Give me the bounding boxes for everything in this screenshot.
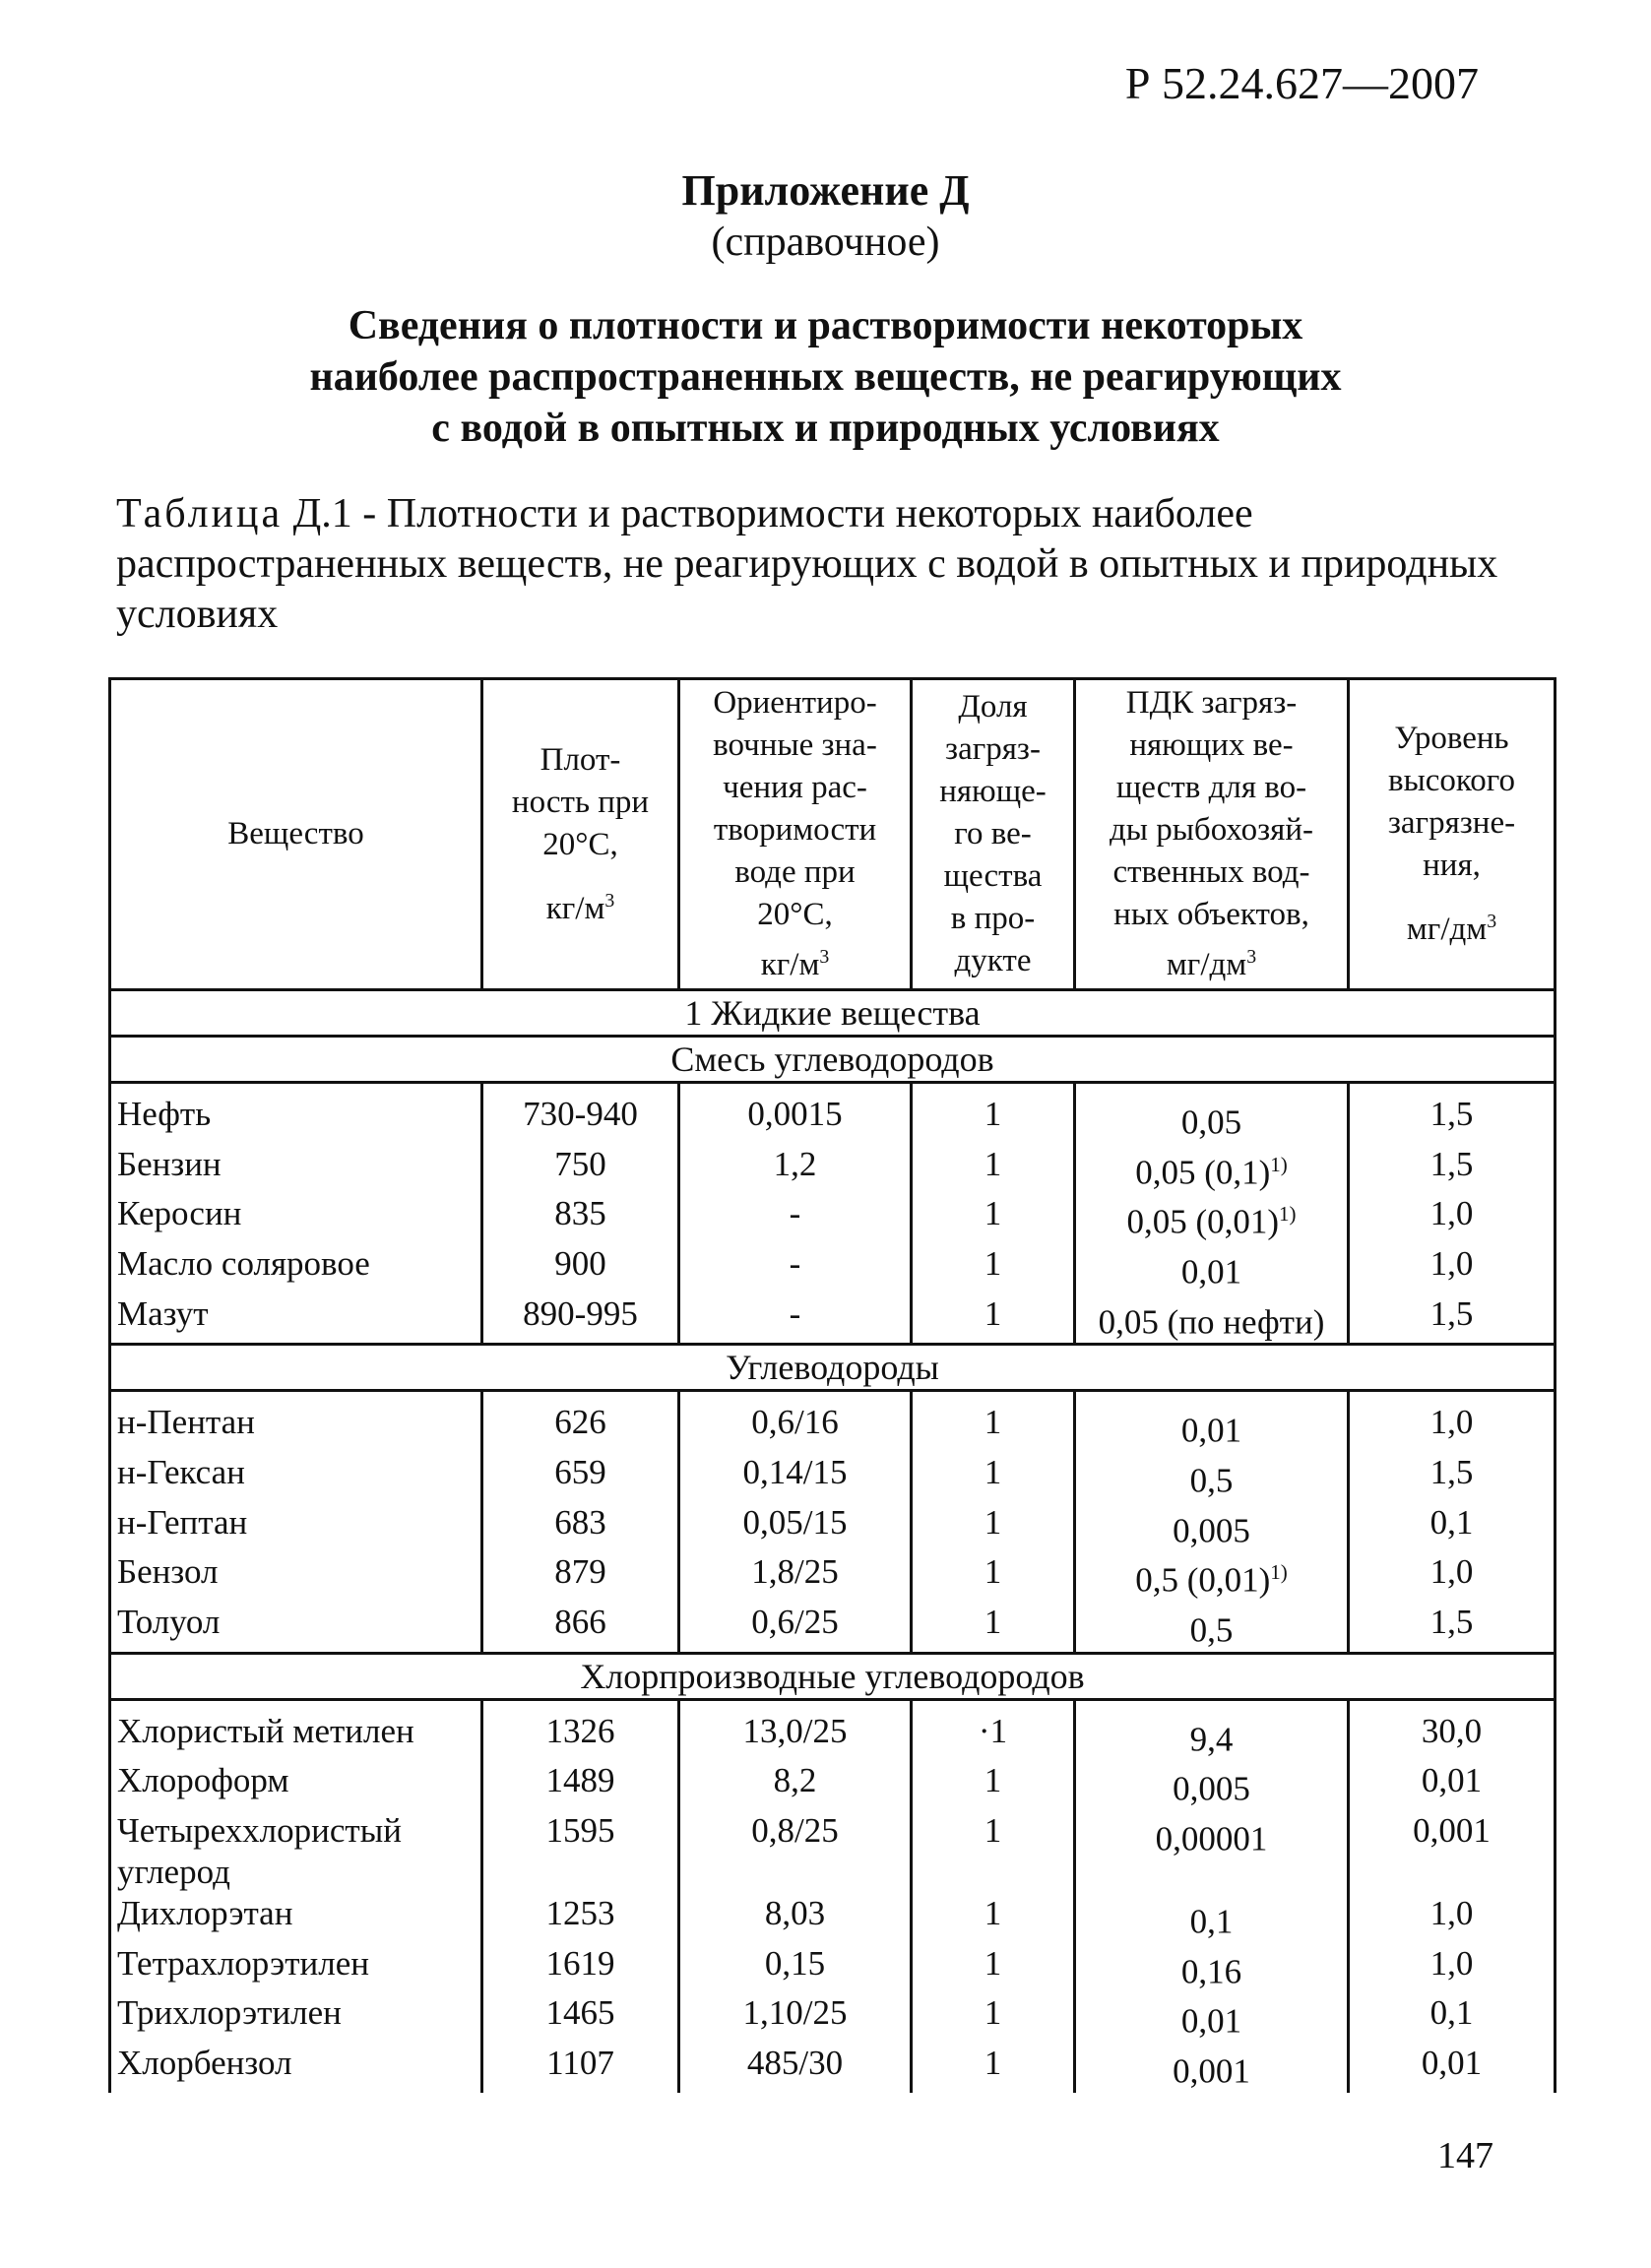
cell-fraction — [912, 1083, 1075, 1144]
cell-mpc — [1075, 1502, 1349, 1552]
cell-fraction-value: 1 — [984, 1502, 1002, 1542]
cell-solubility-value: - — [789, 1243, 801, 1283]
cell-solubility-value: 0,0015 — [747, 1095, 843, 1133]
cell-high-level — [1349, 1992, 1556, 2043]
header-density — [482, 679, 679, 990]
cell-density-value: 890-995 — [523, 1293, 638, 1333]
cell-fraction-value: 1 — [984, 1293, 1002, 1333]
cell-substance-value: н-Пентан — [117, 1403, 255, 1442]
cell-density-value: 1107 — [546, 2043, 614, 2082]
cell-high-level — [1349, 1893, 1556, 1943]
cell-fraction-value: 1 — [984, 1243, 1002, 1283]
cell-high-level-value: 0,1 — [1429, 1993, 1474, 2033]
header-fraction — [912, 679, 1075, 990]
cell-density — [482, 1502, 679, 1552]
table-body — [110, 1653, 1556, 1699]
cell-mpc — [1075, 1943, 1349, 1993]
cell-substance — [110, 1992, 482, 2043]
cell-substance — [110, 1551, 482, 1602]
cell-substance-value: н-Гексан — [117, 1452, 245, 1491]
cell-substance — [110, 1502, 482, 1552]
cell-solubility — [679, 1551, 912, 1602]
cell-solubility-value: 0,14/15 — [742, 1452, 848, 1491]
cell-density — [482, 1083, 679, 1144]
cell-density — [482, 1893, 679, 1943]
chloro-rows — [110, 1699, 1556, 2092]
section-title — [0, 300, 1651, 454]
appendix-subtitle: (справочное) — [711, 220, 940, 265]
cell-density-value: 659 — [554, 1452, 606, 1491]
cell-density-value: 730-940 — [523, 1095, 638, 1133]
cell-fraction — [912, 1992, 1075, 2043]
cell-substance — [110, 1760, 482, 1810]
cell-substance — [110, 1810, 482, 1893]
cell-fraction-value: 1 — [984, 1452, 1002, 1491]
cell-solubility — [679, 1144, 912, 1194]
group-mixtures: Смесь углеводородов — [110, 1037, 1556, 1083]
cell-solubility-value: 0,8/25 — [751, 1810, 839, 1850]
cell-solubility-value: 8,2 — [773, 1761, 817, 1800]
cell-substance-value: Керосин — [117, 1194, 242, 1233]
table-row — [110, 1810, 1556, 1893]
cell-high-level — [1349, 1502, 1556, 1552]
cell-substance-value: Четыреххлористый углерод — [117, 1810, 402, 1891]
header-mpc-unit — [1080, 936, 1343, 986]
header-fraction-text: Доля загряз- няюще- го ве- щества в про- дукте — [939, 689, 1047, 978]
cell-density — [482, 1193, 679, 1243]
footnote-marker: 1) — [1270, 1152, 1288, 1176]
header-mpc-text: ПДК загряз- няющих ве- ществ для во- ды рыбохозяй- ственных вод- ных объектов, — [1110, 685, 1313, 932]
cell-substance — [110, 1391, 482, 1452]
cell-density-value: 750 — [554, 1144, 606, 1183]
cell-substance — [110, 1699, 482, 1760]
cell-mpc-value: 0,5 (0,01) — [1135, 1560, 1271, 1600]
cell-mpc-value: 0,01 — [1180, 2001, 1242, 2041]
cell-solubility — [679, 1602, 912, 1653]
table-row — [110, 1602, 1556, 1653]
cell-substance-value: Трихлорэтилен — [117, 1993, 342, 2033]
high-level-unit-text: мг/дм — [1406, 912, 1488, 947]
cell-mpc-value: 0,5 — [1189, 1610, 1234, 1650]
cell-substance — [110, 1144, 482, 1194]
cell-density-value: 683 — [554, 1502, 606, 1542]
cell-high-level-value: 1,0 — [1429, 1243, 1474, 1283]
header-mpc — [1075, 679, 1349, 990]
cell-fraction — [912, 1943, 1075, 1993]
cell-high-level-value: 1,0 — [1429, 1552, 1474, 1592]
cell-mpc-value: 0,1 — [1189, 1902, 1234, 1941]
cell-density — [482, 1293, 679, 1345]
unit-power: 3 — [1487, 911, 1497, 932]
cell-fraction-value: 1 — [984, 1893, 1002, 1932]
cell-high-level-value: 0,1 — [1429, 1502, 1474, 1542]
cell-density — [482, 1452, 679, 1502]
cell-high-level — [1349, 1144, 1556, 1194]
table-row — [110, 1551, 1556, 1602]
cell-fraction-value: 1 — [984, 1403, 1002, 1442]
cell-substance — [110, 1193, 482, 1243]
hydrocarbons-rows — [110, 1391, 1556, 1653]
cell-mpc — [1075, 1893, 1349, 1943]
cell-mpc — [1075, 1193, 1349, 1243]
cell-mpc — [1075, 1293, 1349, 1345]
cell-mpc — [1075, 1551, 1349, 1602]
cell-density — [482, 1992, 679, 2043]
table-body — [110, 1345, 1556, 1391]
cell-mpc — [1075, 1452, 1349, 1502]
density-solubility-table — [108, 677, 1556, 2093]
cell-mpc-value: 0,05 — [1180, 1102, 1242, 1142]
cell-fraction-value: 1 — [984, 1943, 1002, 1983]
cell-fraction — [912, 1551, 1075, 1602]
cell-mpc-value: 0,01 — [1180, 1252, 1242, 1292]
cell-solubility-value: 485/30 — [746, 2043, 844, 2082]
cell-density — [482, 1243, 679, 1293]
cell-substance-value: н-Гептан — [117, 1502, 248, 1542]
cell-mpc — [1075, 1083, 1349, 1144]
cell-density-value: 1253 — [545, 1893, 615, 1932]
page-number: 147 — [1437, 2135, 1493, 2176]
cell-substance-value: Хлорбензол — [117, 2043, 292, 2082]
cell-substance-value: Бензин — [117, 1144, 222, 1183]
cell-mpc-value: 0,5 — [1189, 1461, 1234, 1500]
cell-substance-value: Масло соляровое — [117, 1243, 370, 1283]
cell-solubility — [679, 1502, 912, 1552]
cell-density — [482, 1144, 679, 1194]
cell-high-level — [1349, 1193, 1556, 1243]
cell-high-level — [1349, 1602, 1556, 1653]
table-row — [110, 1083, 1556, 1144]
cell-fraction — [912, 2043, 1075, 2093]
cell-solubility-value: 0,6/25 — [751, 1602, 839, 1641]
group-row — [110, 1037, 1556, 1083]
cell-fraction-value: 1 — [984, 1552, 1002, 1592]
cell-density — [482, 1943, 679, 1993]
cell-substance — [110, 1293, 482, 1345]
appendix-title: Приложение Д — [681, 166, 970, 215]
table-caption-label: Таблица — [116, 491, 284, 536]
cell-high-level-value: 1,5 — [1429, 1293, 1474, 1333]
cell-density-value: 1465 — [545, 1993, 615, 2033]
group-row — [110, 1345, 1556, 1391]
cell-mpc-value: 0,16 — [1180, 1952, 1242, 1991]
cell-solubility — [679, 1943, 912, 1993]
cell-fraction — [912, 1293, 1075, 1345]
footnote-marker: 1) — [1270, 1560, 1288, 1585]
cell-density-value: 626 — [554, 1403, 606, 1442]
table-row — [110, 1193, 1556, 1243]
section-liquids: 1 Жидкие вещества — [110, 990, 1556, 1037]
cell-high-level — [1349, 1760, 1556, 1810]
cell-high-level — [1349, 1083, 1556, 1144]
header-high-level-text: Уровень высокого загрязне- ния, — [1387, 721, 1516, 883]
section-row — [110, 990, 1556, 1037]
cell-high-level — [1349, 1699, 1556, 1760]
cell-solubility-value: 0,15 — [764, 1943, 826, 1983]
cell-substance-value: Мазут — [117, 1293, 209, 1333]
cell-mpc-value: 0,05 (по нефти) — [1098, 1302, 1325, 1342]
group-row — [110, 1653, 1556, 1699]
group-chloro: Хлорпроизводные углеводородов — [110, 1653, 1556, 1699]
cell-mpc-value: 0,005 — [1173, 1769, 1250, 1808]
cell-fraction-value: ·1 — [978, 1711, 1008, 1750]
cell-solubility-value: 1,10/25 — [742, 1993, 848, 2033]
cell-solubility-value: - — [789, 1194, 801, 1233]
cell-fraction — [912, 1893, 1075, 1943]
cell-fraction-value: 1 — [984, 1144, 1002, 1183]
table-row — [110, 1943, 1556, 1993]
header-solubility — [679, 679, 912, 990]
cell-solubility-value: 13,0/25 — [742, 1711, 848, 1750]
cell-mpc-value: 0,001 — [1173, 2051, 1250, 2091]
mpc-unit-text: мг/дм — [1166, 947, 1247, 982]
table-body — [110, 990, 1556, 1083]
cell-solubility — [679, 1083, 912, 1144]
cell-solubility — [679, 1992, 912, 2043]
unit-power: 3 — [819, 946, 830, 968]
cell-density — [482, 1391, 679, 1452]
cell-mpc-value: 9,4 — [1189, 1720, 1234, 1759]
header-high-level — [1349, 679, 1556, 990]
unit-power: 3 — [604, 889, 615, 912]
cell-fraction-value: 1 — [984, 1602, 1002, 1641]
table-row — [110, 1760, 1556, 1810]
cell-solubility — [679, 1699, 912, 1760]
document-code: Р 52.24.627—2007 — [1124, 58, 1479, 108]
cell-mpc — [1075, 2043, 1349, 2093]
cell-mpc — [1075, 1144, 1349, 1194]
header-substance-text: Вещество — [227, 816, 364, 851]
cell-mpc-value: 0,05 (0,01) — [1126, 1202, 1280, 1241]
density-unit-text: кг/м — [545, 890, 605, 926]
table-caption-text: Д.1 - Плотности и растворимости некоторых наиболее распространенных веществ, не реагирующих с водой в опытных и природных условиях — [116, 491, 1498, 637]
cell-substance — [110, 1602, 482, 1653]
cell-solubility-value: 8,03 — [764, 1893, 826, 1932]
cell-fraction — [912, 1452, 1075, 1502]
cell-substance-value: Хлористый метилен — [117, 1711, 414, 1750]
cell-fraction — [912, 1243, 1075, 1293]
cell-solubility — [679, 1391, 912, 1452]
cell-high-level-value: 1,0 — [1429, 1194, 1474, 1233]
cell-solubility-value: - — [789, 1293, 801, 1333]
cell-high-level-value: 1,5 — [1429, 1144, 1474, 1183]
cell-solubility-value: 0,05/15 — [742, 1502, 848, 1542]
cell-fraction-value: 1 — [984, 1810, 1002, 1850]
cell-high-level-value: 1,5 — [1429, 1095, 1474, 1133]
cell-fraction-value: 1 — [984, 2043, 1002, 2082]
footnote-marker: 1) — [1279, 1202, 1297, 1227]
cell-mpc — [1075, 1243, 1349, 1293]
table-row — [110, 1699, 1556, 1760]
cell-mpc — [1075, 1391, 1349, 1452]
cell-fraction — [912, 1699, 1075, 1760]
cell-substance — [110, 1893, 482, 1943]
cell-density — [482, 1699, 679, 1760]
cell-high-level — [1349, 2043, 1556, 2093]
cell-density-value: 866 — [554, 1602, 606, 1641]
mixtures-rows — [110, 1083, 1556, 1345]
cell-high-level-value: 1,5 — [1429, 1602, 1474, 1641]
cell-solubility-value: 1,2 — [773, 1144, 817, 1183]
cell-mpc — [1075, 1992, 1349, 2043]
cell-fraction-value: 1 — [984, 1993, 1002, 2033]
header-substance — [110, 679, 482, 990]
table-caption — [116, 489, 1534, 640]
cell-high-level-value: 1,5 — [1429, 1452, 1474, 1491]
cell-solubility — [679, 2043, 912, 2093]
cell-fraction-value: 1 — [984, 1194, 1002, 1233]
cell-high-level-value: 1,0 — [1429, 1943, 1474, 1983]
cell-density — [482, 2043, 679, 2093]
cell-high-level-value: 1,0 — [1429, 1403, 1474, 1442]
table-header-row — [110, 679, 1556, 990]
cell-high-level — [1349, 1452, 1556, 1502]
cell-density-value: 879 — [554, 1552, 606, 1592]
table-row — [110, 1144, 1556, 1194]
cell-density — [482, 1602, 679, 1653]
cell-mpc — [1075, 1602, 1349, 1653]
cell-density-value: 1595 — [545, 1810, 615, 1850]
cell-solubility — [679, 1193, 912, 1243]
table-row — [110, 1992, 1556, 2043]
cell-high-level — [1349, 1943, 1556, 1993]
cell-mpc — [1075, 1699, 1349, 1760]
table-row — [110, 1293, 1556, 1345]
cell-high-level-value: 0,001 — [1413, 1810, 1491, 1850]
solubility-unit-text: кг/м — [760, 947, 820, 982]
cell-substance-value: Тетрахлорэтилен — [117, 1943, 369, 1983]
cell-solubility — [679, 1452, 912, 1502]
cell-solubility — [679, 1760, 912, 1810]
cell-high-level-value: 1,0 — [1429, 1893, 1474, 1932]
header-high-level-unit — [1354, 901, 1550, 951]
cell-high-level — [1349, 1551, 1556, 1602]
cell-substance-value: Дихлорэтан — [117, 1893, 293, 1932]
section-title-line: Сведения о плотности и растворимости некоторых — [348, 303, 1303, 348]
header-density-unit — [487, 880, 673, 930]
cell-solubility — [679, 1893, 912, 1943]
cell-high-level-value: 0,01 — [1421, 2043, 1483, 2082]
cell-density — [482, 1551, 679, 1602]
cell-mpc — [1075, 1810, 1349, 1893]
cell-density-value: 1619 — [545, 1943, 615, 1983]
cell-high-level — [1349, 1810, 1556, 1893]
cell-density-value: 1326 — [545, 1711, 615, 1750]
cell-density — [482, 1760, 679, 1810]
cell-solubility — [679, 1293, 912, 1345]
unit-power: 3 — [1246, 946, 1257, 968]
cell-fraction-value: 1 — [984, 1761, 1002, 1800]
cell-high-level-value: 0,01 — [1421, 1761, 1483, 1800]
cell-substance — [110, 1083, 482, 1144]
cell-solubility-value: 1,8/25 — [751, 1552, 839, 1592]
cell-solubility — [679, 1810, 912, 1893]
cell-substance-value: Толуол — [117, 1602, 221, 1641]
section-title-line: с водой в опытных и природных условиях — [431, 406, 1220, 451]
cell-high-level — [1349, 1293, 1556, 1345]
cell-density — [482, 1810, 679, 1893]
cell-substance — [110, 1943, 482, 1993]
header-solubility-unit — [684, 936, 906, 986]
table-row — [110, 1502, 1556, 1552]
table-row — [110, 2043, 1556, 2093]
cell-substance-value: Хлороформ — [117, 1761, 289, 1800]
cell-density-value: 900 — [554, 1243, 606, 1283]
cell-substance — [110, 1452, 482, 1502]
cell-fraction — [912, 1602, 1075, 1653]
cell-solubility-value: 0,6/16 — [751, 1403, 839, 1442]
cell-substance-value: Бензол — [117, 1552, 219, 1592]
header-density-text: Плот- ность при 20°С, — [511, 741, 650, 862]
cell-mpc-value: 0,05 (0,1) — [1135, 1153, 1271, 1192]
cell-fraction — [912, 1760, 1075, 1810]
cell-high-level — [1349, 1391, 1556, 1452]
cell-mpc-value: 0,00001 — [1155, 1819, 1268, 1858]
cell-fraction — [912, 1810, 1075, 1893]
table-row — [110, 1243, 1556, 1293]
table-row — [110, 1893, 1556, 1943]
cell-fraction — [912, 1144, 1075, 1194]
cell-substance — [110, 1243, 482, 1293]
cell-density-value: 1489 — [545, 1761, 615, 1800]
cell-mpc — [1075, 1760, 1349, 1810]
table-row — [110, 1452, 1556, 1502]
cell-fraction — [912, 1502, 1075, 1552]
cell-mpc-value: 0,005 — [1173, 1511, 1250, 1550]
table-row — [110, 1391, 1556, 1452]
cell-substance — [110, 2043, 482, 2093]
cell-density-value: 835 — [554, 1194, 606, 1233]
cell-solubility — [679, 1243, 912, 1293]
cell-high-level-value: 30,0 — [1421, 1711, 1483, 1750]
group-hydrocarbons: Углеводороды — [110, 1345, 1556, 1391]
cell-fraction — [912, 1391, 1075, 1452]
section-title-line: наиболее распространенных веществ, не реагирующих — [309, 354, 1342, 400]
cell-fraction-value: 1 — [984, 1095, 1002, 1133]
cell-fraction — [912, 1193, 1075, 1243]
header-solubility-text: Ориентиро- вочные зна- чения рас- творимости воде при 20°С, — [713, 685, 877, 932]
cell-substance-value: Нефть — [117, 1095, 212, 1133]
cell-high-level — [1349, 1243, 1556, 1293]
cell-mpc-value: 0,01 — [1180, 1411, 1242, 1450]
